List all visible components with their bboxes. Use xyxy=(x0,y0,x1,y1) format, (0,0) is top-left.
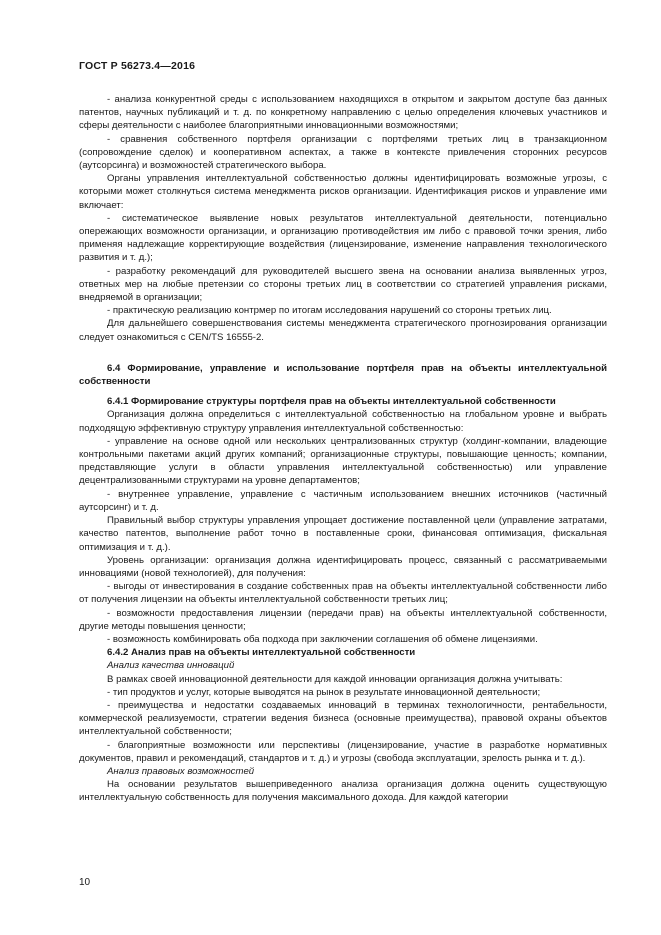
paragraph: - практическую реализацию контрмер по итогам исследования нарушений со стороны третьих лиц. xyxy=(107,305,552,317)
paragraph: Уровень организации: организация должна идентифицировать процесс, связанный с рассматриваемыми инновациями (новой технологией), для получения: xyxy=(79,554,607,579)
paragraph: - разработку рекомендаций для руководителей высшего звена на основании анализа выявленных угроз, ответных мер на любые претензии со стороны третьих лиц в соответствии со стратегией управления рисками, внедряемой в организации; xyxy=(79,265,607,304)
italic-subheading: Анализ качества инноваций xyxy=(107,660,235,672)
paragraph: Для дальнейшего совершенствования системы менеджмента стратегического прогнозирования организации следует ознакомиться с CEN/TS 16555-2. xyxy=(79,318,607,343)
paragraph: Организация должна определиться с интеллектуальной собственностью на глобальном уровне и выбрать подходящую эффективную структуру управления интеллектуальной собственностью: xyxy=(79,409,607,434)
document-body xyxy=(79,93,607,805)
paragraph: - систематическое выявление новых результатов интеллектуальной деятельности, потенциально опережающих возможности организации, и организацию противодействия им либо с правовой точки зрения, либо применяя надлежащие корректирующие воздействия (лицензирование, изменение направления технологического развития и т. д.); xyxy=(79,212,607,264)
document-code: ГОСТ Р 56273.4—2016 xyxy=(79,60,196,72)
paragraph: Правильный выбор структуры управления упрощает достижение поставленной цели (управление затратами, качество патентов, выполнение работ точно в поставленные сроки, финансовая оптимизация, фискальная оптимизация и т. д.). xyxy=(79,515,607,553)
subsection-heading-6-4-2: 6.4.2 Анализ прав на объекты интеллектуальной собственности xyxy=(107,647,416,659)
paragraph: - возможность комбинировать оба подхода при заключении соглашения об обмене лицензиями. xyxy=(107,633,538,645)
paragraph: - внутреннее управление, управление с частичным использованием внешних источников (частичный аутсорсинг) и т. д. xyxy=(79,488,607,513)
paragraph: - анализа конкурентной среды с использованием находящихся в открытом и закрытом доступе баз данных патентов, научных публикаций и т. д. по конкретному направлению с целью определения ключевых участников и сферы деятельности с наиболее благоприятными инновационными возможностями; xyxy=(79,94,607,132)
paragraph: - управление на основе одной или нескольких централизованных структур (холдинг-компании, владеющие контрольными пакетами акций других компаний; организационные структуры, повышающие ценность; компании, представляющие услуги в области управления интеллектуальной собственностью) или управление децентрализованными структурами на уровне департаментов; xyxy=(79,435,607,487)
page-number: 10 xyxy=(79,877,91,888)
paragraph: - выгоды от инвестирования в создание собственных прав на объекты интеллектуальной собственности либо от получения лицензии на объекты интеллектуальной собственности третьих лиц; xyxy=(79,581,607,606)
paragraph: На основании результатов вышеприведенного анализа организация должна оценить существующую интеллектуальную собственность для получения максимального дохода. Для каждой категории xyxy=(79,779,607,804)
subsection-heading-6-4-1: 6.4.1 Формирование структуры портфеля прав на объекты интеллектуальной собственности xyxy=(107,396,556,408)
paragraph: - тип продуктов и услуг, которые выводятся на рынок в результате инновационной деятельности; xyxy=(107,686,541,698)
italic-subheading: Анализ правовых возможностей xyxy=(107,765,255,777)
paragraph: - благоприятные возможности или перспективы (лицензирование, участие в разработке нормативных документов, правил и рекомендаций, стандартов и т. д.) и угрозы (свобода эксплуатации, зрелость рынка и т. д.). xyxy=(79,739,607,764)
paragraph: Органы управления интеллектуальной собственностью должны идентифицировать возможные угрозы, с которыми может столкнуться система менеджмента рисков организации. Идентификация рисков и управление ими включает: xyxy=(79,173,607,211)
paragraph: В рамках своей инновационной деятельности для каждой инновации организация должна учитывать: xyxy=(107,673,563,685)
paragraph: - возможности предоставления лицензии (передачи прав) на объекты интеллектуальной собственности, другие методы повышения ценности; xyxy=(79,607,607,632)
paragraph: - сравнения собственного портфеля организации с портфелями третьих лиц в транзакционном (сопровождение сделок) и кооперативном аспектах, а также в контексте привлечения сторонних ресурсов (аутсорсинга) и возможностей стратегического выбора. xyxy=(79,133,607,172)
section-heading-6-4: 6.4 Формирование, управление и использование портфеля прав на объекты интеллектуальной собственности xyxy=(79,362,607,388)
paragraph: - преимущества и недостатки создаваемых инноваций в терминах технологичности, рентабельности, коммерческой реализуемости, стратегии ведения бизнеса (основные преимущества), правовой охраны объектов интеллектуальной собственности; xyxy=(79,699,607,738)
